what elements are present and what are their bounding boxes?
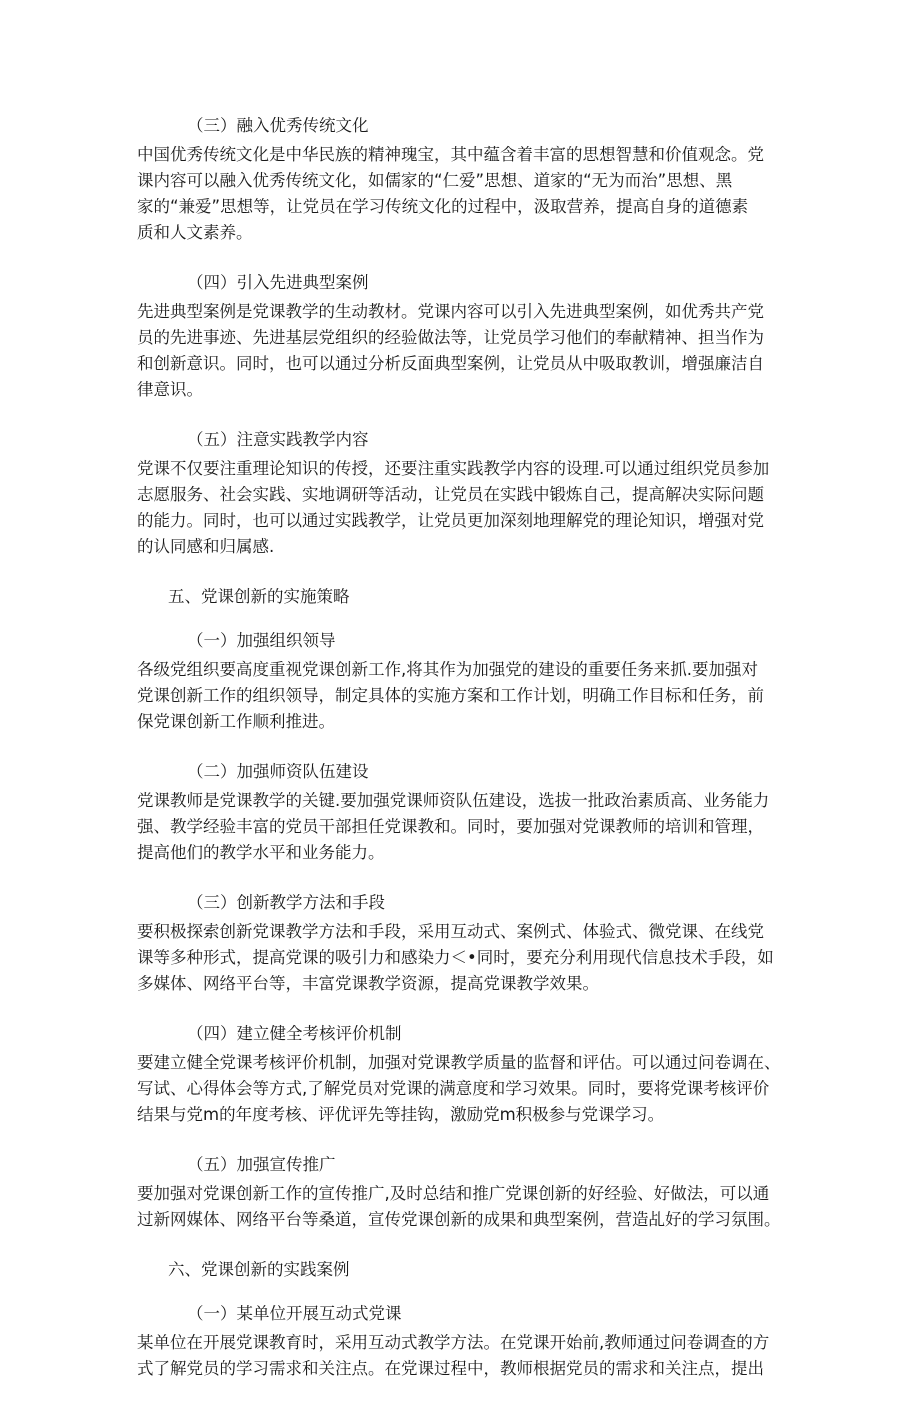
text-line: 志愿服务、社会实践、实地调研等活动，让党员在实践中锻炼自己，提高解决实际问题: [137, 485, 764, 504]
chapter-heading-strategies: 五、党课创新的实施策略: [168, 587, 350, 606]
text-line: 要建立健全党课考核评价机制，加强对党课教学质量的监督和评估。可以通过问卷调在、: [137, 1053, 781, 1072]
text-line: 过新网媒体、网络平台等桑道，宣传党课创新的成果和典型案例，营造乩好的学习氛围。: [137, 1210, 781, 1229]
section-interactive-case: [137, 1301, 787, 1382]
text-line: 要加强对党课创新工作的宣传推广,及时总结和推广党课创新的好经验、好做法，可以通: [137, 1184, 770, 1203]
section-teaching-methods: [137, 890, 787, 997]
section-heading: （四）引入先进典型案例: [187, 273, 369, 292]
paragraph: [137, 1050, 787, 1128]
text-line: 中国优秀传统文化是中华民族的精神瑰宝，其中蕴含着丰富的思想智慧和价值观念。党: [137, 145, 764, 164]
section-heading: （一）某单位开展互动式党课: [187, 1304, 402, 1323]
text-line: 党课教师是党课教学的关键.要加强党课师资队伍建设，选拔一批政治素质高、业务能力: [137, 791, 770, 810]
text-line: 提高他们的教学水平和业务能力。: [137, 843, 385, 862]
text-line: 和创新意识。同时，也可以通过分析反面典型案例，让党员从中吸取教训，增强廉洁自: [137, 354, 764, 373]
chapter-heading-practice-cases: 六、党课创新的实践案例: [168, 1260, 350, 1279]
section-heading: （二）加强师资队伍建设: [187, 762, 369, 781]
text-line: 保党课创新工作顺利推进。: [137, 712, 335, 731]
paragraph: [137, 919, 787, 997]
section-heading: （三）创新教学方法和手段: [187, 893, 385, 912]
text-line: 质和人文素养。: [137, 223, 253, 242]
section-evaluation-mechanism: [137, 1021, 787, 1128]
text-line: 课等多种形式，提高党课的吸引力和感染力＜•同时，要充分利用现代信息技术手段，如: [137, 948, 774, 967]
section-heading: （五）加强宣传推广: [187, 1155, 336, 1174]
text-line: 式了解党员的学习需求和关注点。在党课过程中，教师根据党员的需求和关注点，提出: [137, 1359, 764, 1378]
text-line: 要积极探索创新党课教学方法和手段，采用互动式、案例式、体验式、微党课、在线党: [137, 922, 764, 941]
section-heading: （四）建立健全考核评价机制: [187, 1024, 402, 1043]
paragraph: [137, 657, 787, 735]
text-line: 某单位在开展党课教育时，采用互动式教学方法。在党课开始前,教师通过问卷调查的方: [137, 1333, 770, 1352]
text-line: 各级党组织要高度重视党课创新工作,将其作为加强党的建设的重要任务来抓.要加强对: [137, 660, 758, 679]
paragraph: [137, 456, 787, 560]
text-line: 家的“兼爱”思想等，让党员在学习传统文化的过程中，汲取营养，提高自身的道德素: [137, 197, 749, 216]
section-practical-teaching: [137, 427, 787, 560]
section-heading: （五）注意实践教学内容: [187, 430, 369, 449]
text-line: 强、教学经验丰富的党员干部担任党课教和。同时，要加强对党课教师的培训和管理，: [137, 817, 764, 836]
text-line: 党课创新工作的组织领导，制定具体的实施方案和工作计划，明确工作目标和任务，前: [137, 686, 764, 705]
section-publicity: [137, 1152, 787, 1233]
text-line: 课内容可以融入优秀传统文化，如儒家的“仁爱”思想、道家的“无为而治”思想、黑: [137, 171, 733, 190]
section-heading: （三）融入优秀传统文化: [187, 116, 369, 135]
document-body: [137, 113, 787, 1406]
paragraph: [137, 299, 787, 403]
paragraph: [137, 142, 787, 246]
text-line: 多媒体、网络平台等，丰富党课教学资源，提高党课教学效果。: [137, 974, 599, 993]
paragraph: [137, 1330, 787, 1382]
section-teacher-team: [137, 759, 787, 866]
text-line: 员的先进事迹、先进基层党组织的经验做法等，让党员学习他们的奉献精神、担当作为: [137, 328, 764, 347]
section-heading: （一）加强组织领导: [187, 631, 336, 650]
paragraph: [137, 788, 787, 866]
text-line: 写试、心得体会等方式,了解党员对党课的满意度和学习效果。同时，要将党课考核评价: [137, 1079, 770, 1098]
paragraph: [137, 1181, 787, 1233]
text-line: 的认同感和归属感.: [137, 537, 275, 556]
section-model-cases: [137, 270, 787, 403]
text-line: 党课不仅要注重理论知识的传授，还要注重实践教学内容的设理.可以通过组织党员参加: [137, 459, 770, 478]
section-cultural-heritage: [137, 113, 787, 246]
text-line: 先进典型案例是党课教学的生动教材。党课内容可以引入先进典型案例，如优秀共产党: [137, 302, 764, 321]
section-organization-leadership: [137, 628, 787, 735]
text-line: 律意识。: [137, 380, 203, 399]
text-line: 结果与党m的年度考核、评优评先等挂钩，激励党m积极参与党课学习。: [137, 1105, 665, 1124]
text-line: 的能力。同时，也可以通过实践教学，让党员更加深刻地理解党的理论知识，增强对党: [137, 511, 764, 530]
